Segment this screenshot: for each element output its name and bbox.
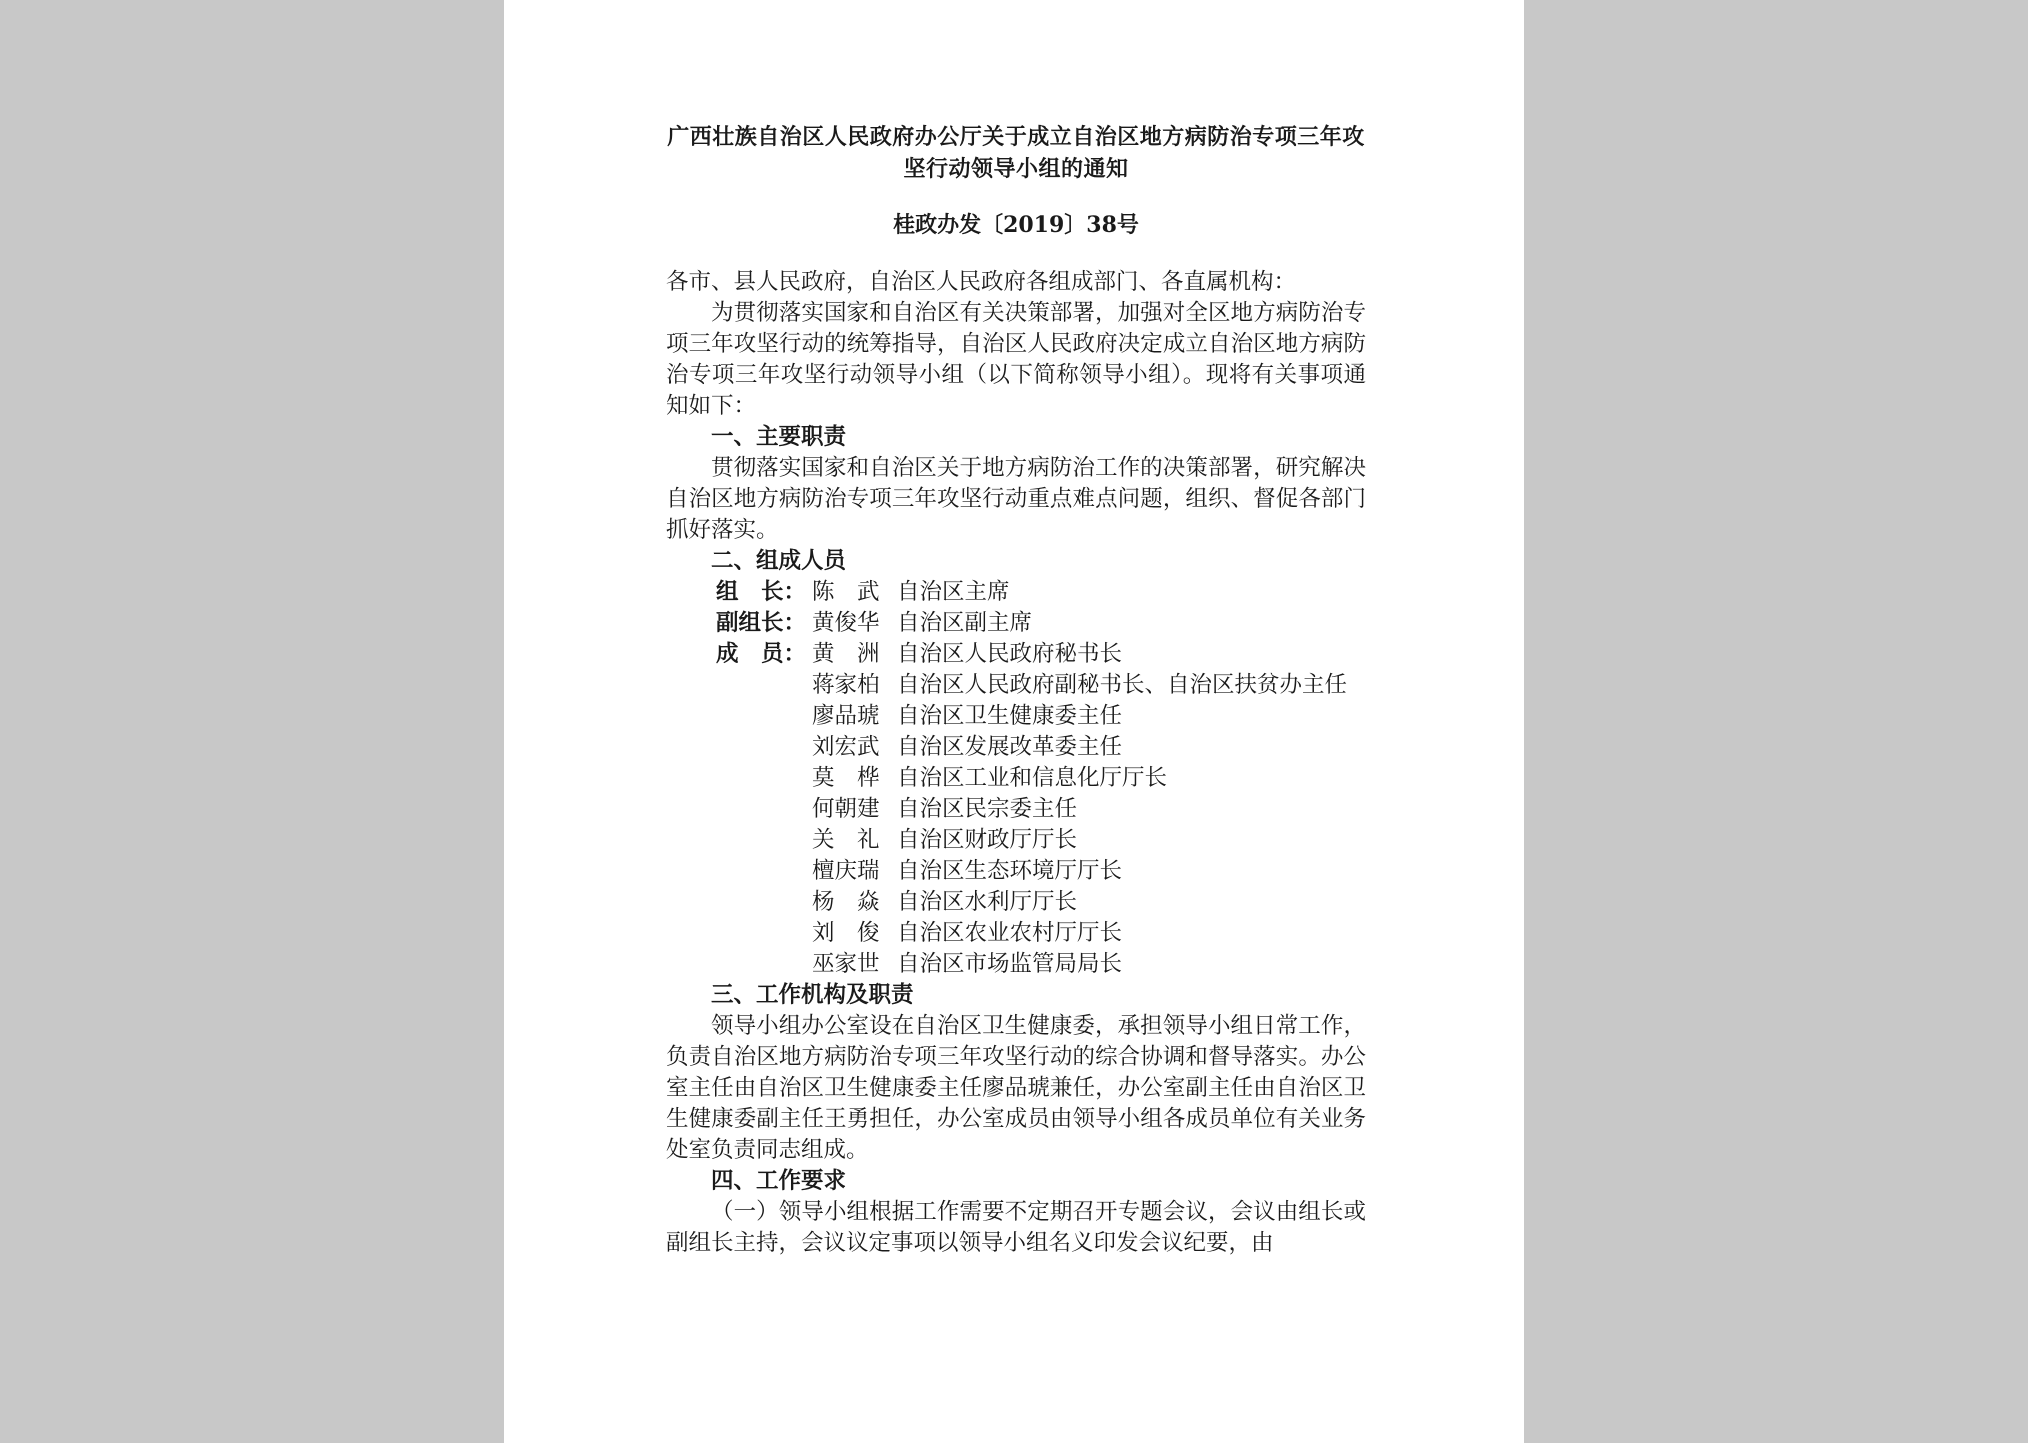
member-title: 自治区主席 — [897, 579, 1010, 605]
member-title: 自治区生态环境厅厅长 — [897, 858, 1123, 884]
member-name: 杨 焱 — [812, 889, 880, 915]
section-heading-1: 一、主要职责 — [711, 424, 847, 450]
member-title: 自治区市场监管局局长 — [897, 951, 1123, 977]
member-title: 自治区财政厅厅长 — [897, 827, 1078, 853]
member-name: 关 礼 — [812, 827, 880, 853]
member-name: 莫 桦 — [812, 765, 880, 791]
member-title: 自治区工业和信息化厅厅长 — [897, 765, 1168, 791]
section-heading-4: 四、工作要求 — [711, 1168, 847, 1194]
member-row — [666, 732, 1366, 763]
document-body — [666, 267, 1366, 1259]
addressee: 各市、县人民政府，自治区人民政府各组成部门、各直属机构： — [666, 269, 1297, 295]
member-title: 自治区副主席 — [897, 610, 1033, 636]
member-row — [666, 794, 1366, 825]
member-name: 刘宏武 — [812, 734, 880, 760]
document-page — [504, 0, 1524, 1443]
member-name: 巫家世 — [812, 951, 880, 977]
intro-paragraph: 为贯彻落实国家和自治区有关决策部署，加强对全区地方病防治专项三年攻坚行动的统筹指导，自治区人民政府决定成立自治区地方病防治专项三年攻坚行动领导小组（以下简称领导小组）。现将有关事项通知如下： — [666, 300, 1366, 419]
member-title: 自治区发展改革委主任 — [897, 734, 1123, 760]
member-title: 自治区民宗委主任 — [897, 796, 1078, 822]
member-role: 成 员： — [716, 641, 807, 667]
member-row — [666, 856, 1366, 887]
member-role: 组 长： — [716, 579, 807, 605]
member-row — [666, 763, 1366, 794]
member-title: 自治区人民政府秘书长 — [897, 641, 1123, 667]
member-name: 檀庆瑞 — [812, 858, 880, 884]
section-heading-3: 三、工作机构及职责 — [711, 982, 914, 1008]
member-row — [666, 670, 1366, 701]
document-number: 桂政办发〔2019〕38号 — [893, 212, 1139, 238]
document-title: 广西壮族自治区人民政府办公厅关于成立自治区地方病防治专项三年攻坚行动领导小组的通知 — [667, 124, 1365, 182]
member-name: 陈 武 — [812, 579, 880, 605]
member-name: 何朝建 — [812, 796, 880, 822]
page-content — [666, 121, 1366, 1259]
section-heading-2: 二、组成人员 — [711, 548, 847, 574]
member-row — [666, 701, 1366, 732]
member-name: 黄 洲 — [812, 641, 880, 667]
member-row — [666, 639, 1366, 670]
member-row — [666, 825, 1366, 856]
member-row — [666, 949, 1366, 980]
member-title: 自治区卫生健康委主任 — [897, 703, 1123, 729]
member-name: 刘 俊 — [812, 920, 880, 946]
member-title: 自治区水利厅厅长 — [897, 889, 1078, 915]
member-name: 黄俊华 — [812, 610, 880, 636]
member-name: 廖品琥 — [812, 703, 880, 729]
member-title: 自治区人民政府副秘书长、自治区扶贫办主任 — [897, 672, 1348, 698]
member-row — [666, 887, 1366, 918]
leader-row-deputy-leader — [666, 608, 1366, 639]
member-role: 副组长： — [716, 610, 807, 636]
member-title: 自治区农业农村厅厅长 — [897, 920, 1123, 946]
section-text-4: （一）领导小组根据工作需要不定期召开专题会议，会议由组长或副组长主持，会议议定事项以领导小组名义印发会议纪要，由 — [666, 1199, 1366, 1256]
member-name: 蒋家柏 — [812, 672, 880, 698]
section-text-1: 贯彻落实国家和自治区关于地方病防治工作的决策部署，研究解决自治区地方病防治专项三年攻坚行动重点难点问题，组织、督促各部门抓好落实。 — [666, 455, 1366, 543]
section-text-3: 领导小组办公室设在自治区卫生健康委，承担领导小组日常工作，负责自治区地方病防治专项三年攻坚行动的综合协调和督导落实。办公室主任由自治区卫生健康委主任廖品琥兼任，办公室副主任由自治区卫生健康委副主任王勇担任，办公室成员由领导小组各成员单位有关业务处室负责同志组成。 — [666, 1013, 1366, 1163]
leader-row-group-leader — [666, 577, 1366, 608]
member-row — [666, 918, 1366, 949]
